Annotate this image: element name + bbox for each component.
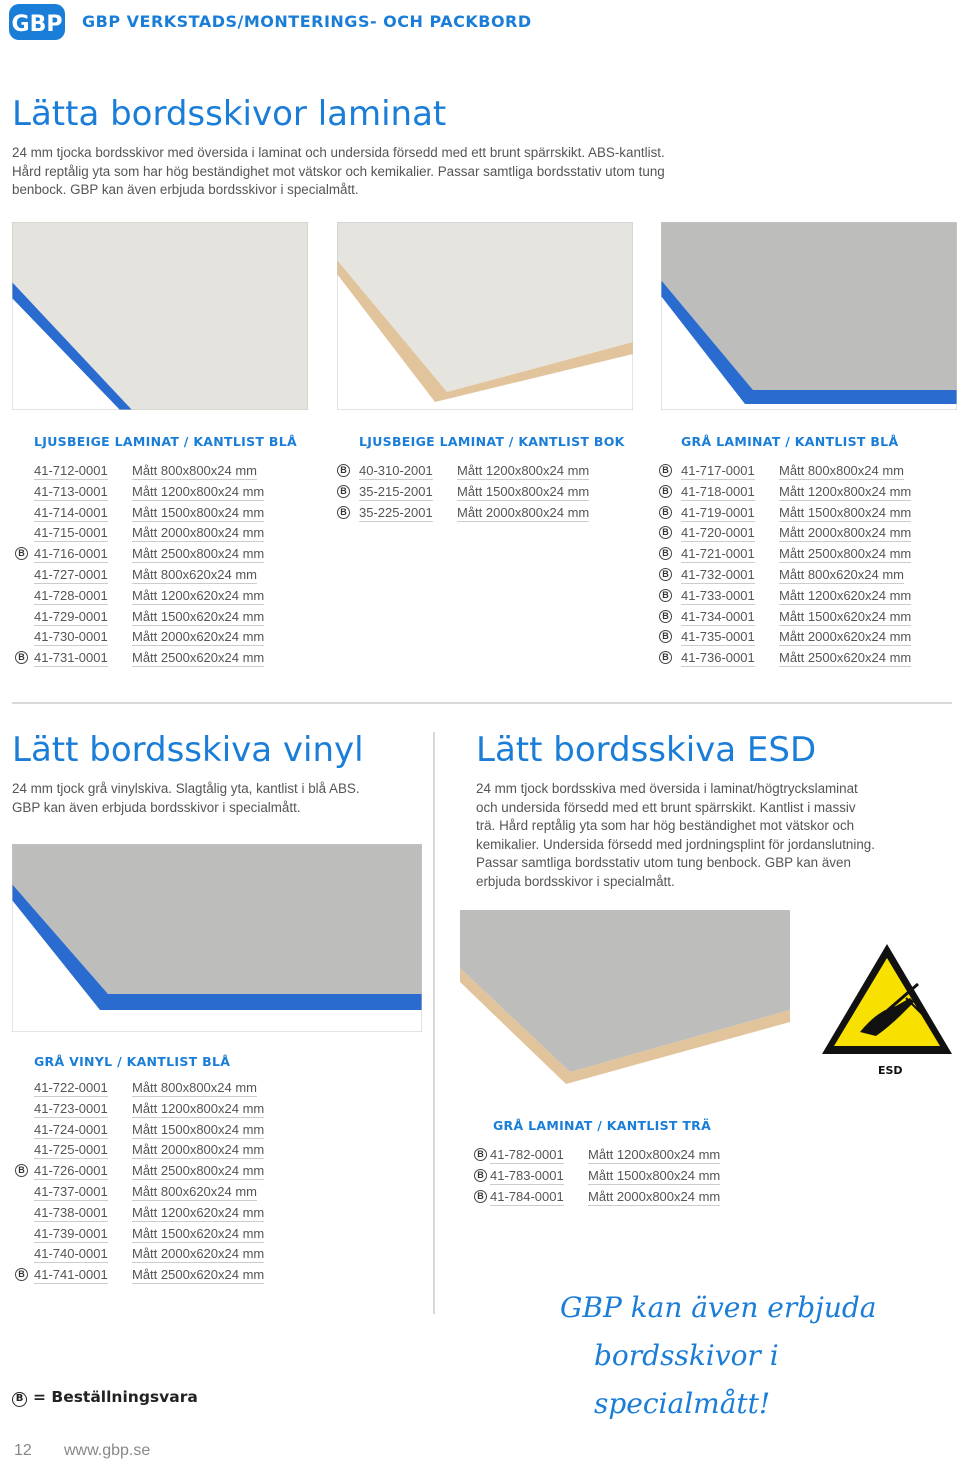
esd-intro-line: och undersida försedd med ett brunt spärrskikt. Kantlist i massiv bbox=[476, 799, 856, 815]
product-row bbox=[0, 462, 960, 483]
laminat-heading: Lätta bordsskivor laminat bbox=[12, 94, 447, 134]
board-image-beige-beech bbox=[337, 222, 633, 410]
dimension: Mått 1500x800x24 mm bbox=[779, 504, 912, 520]
board-image-vinyl-gray-blue bbox=[12, 844, 422, 1032]
order-item-icon: B bbox=[659, 651, 672, 664]
legend-text: = Beställningsvara bbox=[33, 1388, 198, 1406]
board-image-esd-gray-wood bbox=[460, 910, 790, 1088]
dimension: Mått 2500x620x24 mm bbox=[132, 650, 265, 666]
dimension: Mått 2500x800x24 mm bbox=[132, 546, 265, 562]
article-number: 41-725-0001 bbox=[34, 1142, 108, 1158]
esd-sign-label: ESD bbox=[878, 1064, 903, 1077]
header-title: GBP VERKSTADS/MONTERINGS- OCH PACKBORD bbox=[82, 12, 532, 31]
dimension: Mått 2500x800x24 mm bbox=[779, 546, 912, 562]
esd-warning-sign-icon bbox=[818, 940, 956, 1058]
order-item-icon: B bbox=[474, 1169, 487, 1182]
order-item-icon: B bbox=[659, 589, 672, 602]
article-number: 41-720-0001 bbox=[681, 525, 755, 541]
esd-intro-line: 24 mm tjock bordsskiva med översida i laminat/högtryckslaminat bbox=[476, 781, 858, 796]
order-item-icon: B bbox=[659, 568, 672, 581]
article-number: 41-733-0001 bbox=[681, 587, 755, 603]
dimension: Mått 800x620x24 mm bbox=[132, 1183, 258, 1199]
section-divider bbox=[12, 702, 952, 704]
product-list bbox=[0, 1146, 760, 1208]
dimension: Mått 1500x800x24 mm bbox=[132, 1121, 265, 1137]
article-number: 41-718-0001 bbox=[681, 483, 755, 499]
vinyl-intro-line: 24 mm tjock grå vinylskiva. Slagtålig yta, kantlist i blå ABS. bbox=[12, 781, 360, 796]
order-item-icon: B bbox=[659, 526, 672, 539]
dimension: Mått 1200x800x24 mm bbox=[588, 1147, 721, 1162]
order-item-icon: B bbox=[15, 547, 28, 560]
dimension: Mått 1200x800x24 mm bbox=[457, 463, 590, 478]
article-number: 41-735-0001 bbox=[681, 629, 755, 645]
order-item-icon: B bbox=[659, 630, 672, 643]
legend bbox=[12, 1388, 198, 1407]
article-number: 41-736-0001 bbox=[681, 650, 755, 666]
product-row bbox=[0, 504, 960, 525]
group-title: LJUSBEIGE LAMINAT / KANTLIST BLÅ bbox=[34, 434, 297, 449]
dimension: Mått 800x800x24 mm bbox=[132, 463, 258, 478]
article-number: 41-728-0001 bbox=[34, 587, 108, 603]
group-title: LJUSBEIGE LAMINAT / KANTLIST BOK bbox=[359, 434, 625, 449]
dimension: Mått 1200x620x24 mm bbox=[132, 587, 265, 603]
article-number: 41-722-0001 bbox=[34, 1080, 108, 1095]
dimension: Mått 2000x620x24 mm bbox=[779, 629, 912, 645]
order-item-icon: B bbox=[659, 485, 672, 498]
article-number: 41-740-0001 bbox=[34, 1246, 108, 1262]
article-number: 35-225-2001 bbox=[359, 504, 433, 520]
order-item-icon: B bbox=[337, 464, 350, 477]
article-number: 41-783-0001 bbox=[490, 1167, 564, 1183]
article-number: 41-716-0001 bbox=[34, 546, 108, 562]
laminat-intro bbox=[12, 144, 732, 200]
laminat-intro-line: benbock. GBP kan även erbjuda bordsskivor i specialmått. bbox=[12, 182, 359, 197]
product-row bbox=[0, 1167, 760, 1188]
article-number: 41-730-0001 bbox=[34, 629, 108, 645]
order-item-icon: B bbox=[474, 1148, 487, 1161]
dimension: Mått 1500x800x24 mm bbox=[457, 483, 590, 499]
group-title: GRÅ LAMINAT / KANTLIST TRÄ bbox=[493, 1118, 712, 1133]
esd-intro-line: Passar samtliga bordsstativ utom tung benbock. GBP kan även bbox=[476, 855, 851, 870]
order-item-icon: B bbox=[337, 506, 350, 519]
order-item-icon: B bbox=[15, 1268, 28, 1281]
product-row bbox=[0, 628, 960, 649]
article-number: 41-784-0001 bbox=[490, 1188, 564, 1204]
dimension: Mått 2000x800x24 mm bbox=[588, 1188, 721, 1204]
article-number: 41-731-0001 bbox=[34, 650, 108, 666]
product-row bbox=[0, 608, 960, 629]
vinyl-intro-line: GBP kan även erbjuda bordsskivor i specialmått. bbox=[12, 799, 301, 815]
special-size-note-line: GBP kan även erbjuda bbox=[560, 1291, 877, 1324]
product-row bbox=[0, 649, 960, 670]
dimension: Mått 1200x800x24 mm bbox=[132, 1100, 265, 1116]
order-item-icon: B bbox=[474, 1190, 487, 1203]
dimension: Mått 2000x800x24 mm bbox=[132, 525, 265, 541]
order-item-icon: B bbox=[15, 1164, 28, 1177]
order-item-icon: B bbox=[659, 464, 672, 477]
dimension: Mått 1500x620x24 mm bbox=[132, 608, 265, 624]
dimension: Mått 800x620x24 mm bbox=[132, 566, 258, 582]
article-number: 41-721-0001 bbox=[681, 546, 755, 562]
dimension: Mått 2000x800x24 mm bbox=[132, 1142, 265, 1158]
product-row bbox=[0, 524, 960, 545]
product-row bbox=[0, 566, 960, 587]
dimension: Mått 800x620x24 mm bbox=[779, 566, 905, 582]
article-number: 41-724-0001 bbox=[34, 1121, 108, 1137]
board-image-beige-blue bbox=[12, 222, 308, 410]
article-number: 41-738-0001 bbox=[34, 1204, 108, 1220]
dimension: Mått 1200x620x24 mm bbox=[779, 587, 912, 603]
special-size-note-line: bordsskivor i specialmått! bbox=[594, 1339, 779, 1420]
vinyl-heading: Lätt bordsskiva vinyl bbox=[12, 730, 364, 770]
article-number: 41-741-0001 bbox=[34, 1267, 108, 1283]
dimension: Mått 1500x800x24 mm bbox=[588, 1167, 721, 1183]
gbp-logo bbox=[8, 3, 66, 41]
dimension: Mått 2000x620x24 mm bbox=[132, 1246, 265, 1262]
order-item-icon: B bbox=[659, 610, 672, 623]
column-divider bbox=[433, 732, 435, 1314]
dimension: Mått 800x800x24 mm bbox=[132, 1080, 258, 1095]
dimension: Mått 2500x620x24 mm bbox=[779, 650, 912, 666]
dimension: Mått 1500x800x24 mm bbox=[132, 504, 265, 520]
order-item-icon: B bbox=[337, 485, 350, 498]
esd-intro-line: trä. Hård reptålig yta som har hög beständighet mot vätskor och bbox=[476, 818, 855, 833]
article-number: 41-734-0001 bbox=[681, 608, 755, 624]
board-image-gray-blue bbox=[661, 222, 957, 410]
product-row bbox=[0, 1146, 760, 1167]
article-number: 40-310-2001 bbox=[359, 463, 433, 478]
dimension: Mått 2500x620x24 mm bbox=[132, 1267, 265, 1283]
product-row bbox=[0, 1079, 320, 1100]
page-number: 12 bbox=[14, 1442, 32, 1459]
product-row bbox=[0, 545, 960, 566]
article-number: 41-712-0001 bbox=[34, 463, 108, 478]
esd-intro-line: erbjuda bordsskivor i specialmått. bbox=[476, 873, 675, 889]
dimension: Mått 2500x800x24 mm bbox=[132, 1163, 265, 1179]
group-title: GRÅ VINYL / KANTLIST BLÅ bbox=[34, 1054, 231, 1069]
article-number: 35-215-2001 bbox=[359, 483, 433, 499]
product-row bbox=[0, 483, 960, 504]
article-number: 41-717-0001 bbox=[681, 463, 755, 478]
article-number: 41-729-0001 bbox=[34, 608, 108, 624]
dimension: Mått 2000x800x24 mm bbox=[779, 525, 912, 541]
article-number: 41-714-0001 bbox=[34, 504, 108, 520]
article-number: 41-737-0001 bbox=[34, 1183, 108, 1199]
article-number: 41-739-0001 bbox=[34, 1225, 108, 1241]
product-list bbox=[0, 462, 960, 670]
article-number: 41-782-0001 bbox=[490, 1147, 564, 1162]
esd-heading: Lätt bordsskiva ESD bbox=[476, 730, 817, 770]
product-row bbox=[0, 1245, 320, 1266]
article-number: 41-726-0001 bbox=[34, 1163, 108, 1179]
svg-text:GBP: GBP bbox=[11, 12, 63, 37]
product-row bbox=[0, 1121, 320, 1142]
product-row bbox=[0, 1188, 760, 1209]
vinyl-intro bbox=[12, 780, 422, 817]
dimension: Mått 2000x800x24 mm bbox=[457, 504, 590, 520]
order-item-icon: B bbox=[15, 651, 28, 664]
laminat-intro-line: Hård reptålig yta som har hög beständighet mot vätskor och kemikalier. Passar samtliga bordsstativ utom tung bbox=[12, 163, 665, 179]
dimension: Mått 1200x800x24 mm bbox=[132, 483, 265, 499]
dimension: Mått 1200x800x24 mm bbox=[779, 483, 912, 499]
dimension: Mått 2000x620x24 mm bbox=[132, 629, 265, 645]
group-title: GRÅ LAMINAT / KANTLIST BLÅ bbox=[681, 434, 899, 449]
article-number: 41-732-0001 bbox=[681, 566, 755, 582]
article-number: 41-723-0001 bbox=[34, 1100, 108, 1116]
order-item-icon: B bbox=[659, 547, 672, 560]
dimension: Mått 1200x620x24 mm bbox=[132, 1204, 265, 1220]
website-link[interactable]: www.gbp.se bbox=[64, 1442, 151, 1459]
article-number: 41-719-0001 bbox=[681, 504, 755, 520]
esd-intro bbox=[476, 780, 936, 891]
article-number: 41-727-0001 bbox=[34, 566, 108, 582]
dimension: Mått 1500x620x24 mm bbox=[779, 608, 912, 624]
article-number: 41-715-0001 bbox=[34, 525, 108, 541]
product-row bbox=[0, 587, 960, 608]
article-number: 41-713-0001 bbox=[34, 483, 108, 499]
laminat-intro-line: 24 mm tjocka bordsskivor med översida i laminat och undersida försedd med ett brunt spärrskikt. ABS-kantlist. bbox=[12, 145, 665, 160]
special-size-note bbox=[560, 1284, 960, 1428]
product-row bbox=[0, 1100, 320, 1121]
esd-intro-line: kemikalier. Undersida försedd med jordningsplint för jordanslutning. bbox=[476, 836, 875, 852]
product-row bbox=[0, 1225, 320, 1246]
order-item-icon: B bbox=[12, 1392, 27, 1407]
product-row bbox=[0, 1266, 320, 1287]
dimension: Mått 1500x620x24 mm bbox=[132, 1225, 265, 1241]
dimension: Mått 800x800x24 mm bbox=[779, 463, 905, 478]
order-item-icon: B bbox=[659, 506, 672, 519]
